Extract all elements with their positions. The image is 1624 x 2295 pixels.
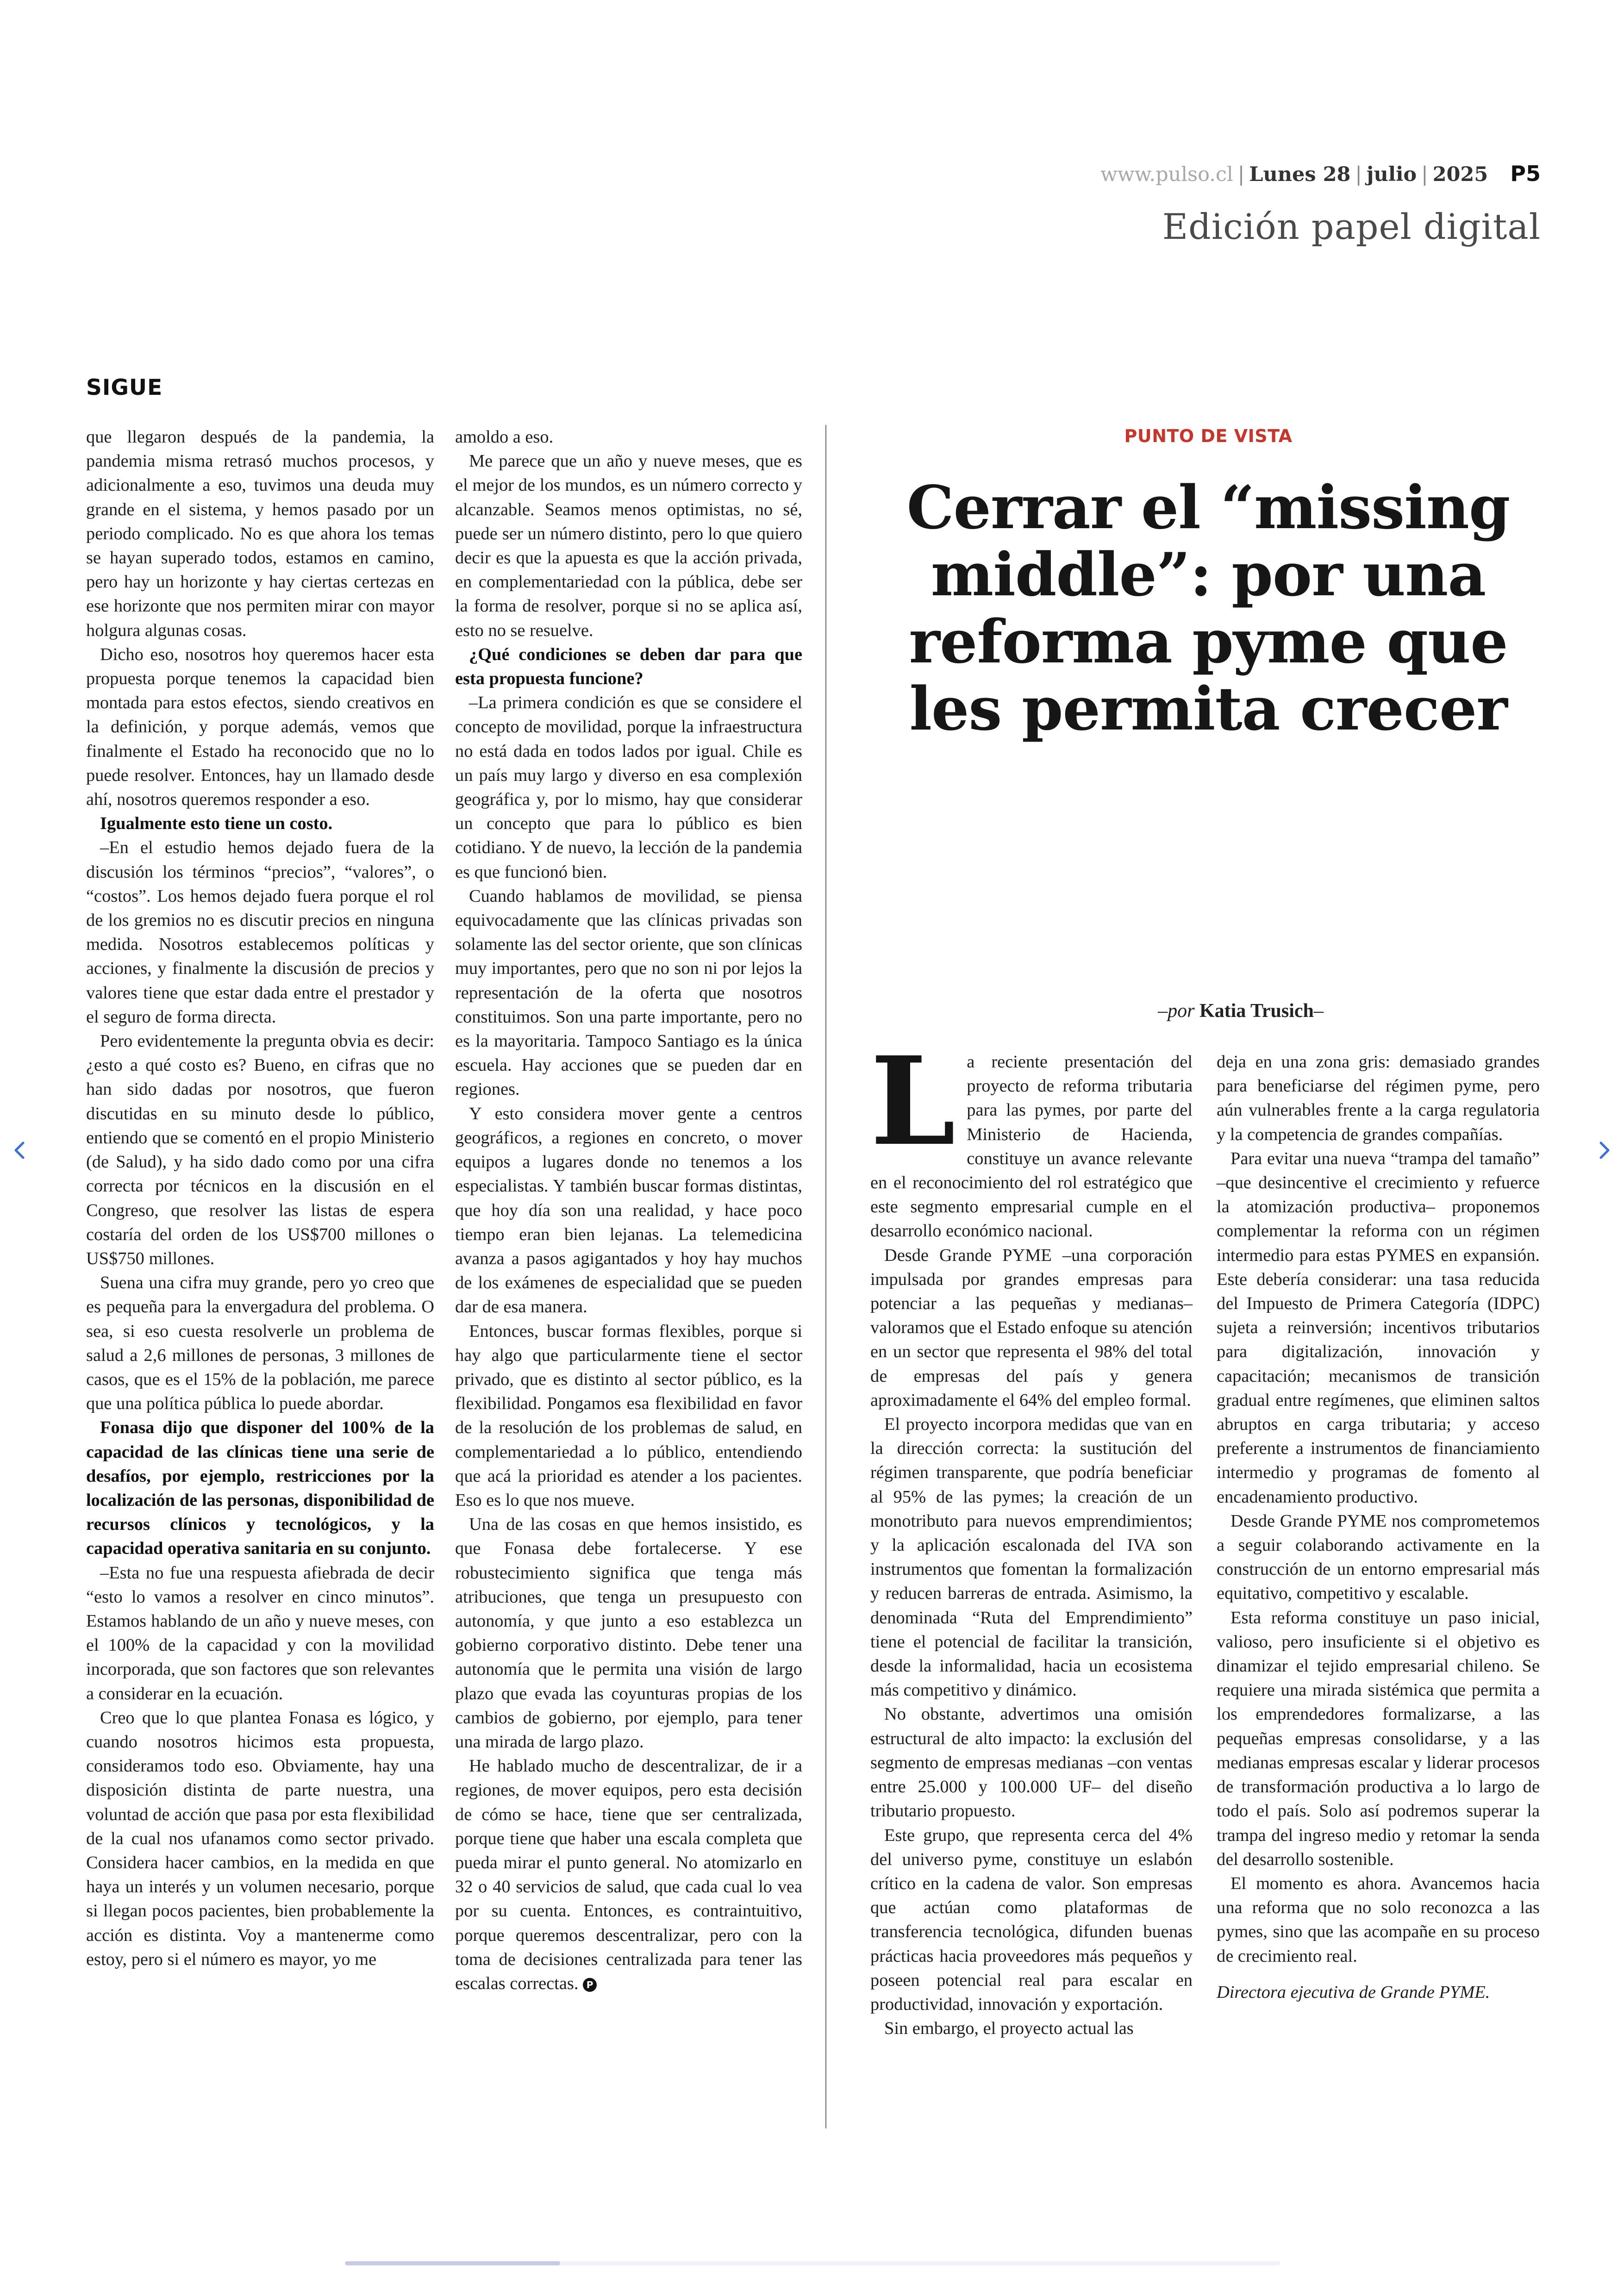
author-name: Katia Trusich: [1199, 1000, 1314, 1022]
previous-page-button[interactable]: [6, 1136, 34, 1164]
paragraph: amoldo a eso.: [455, 427, 554, 447]
paragraph: –En el estudio hemos dejado fuera de la discusión los términos “precios”, “valores”, o “costos”. Los hemos dejado fuera porque el rol de los gremios no es discutir precios en ninguna medida. Nosotros establecemos políticas y acciones, y finalmente la discusión de precios y valores tiene que estar dada entre el prestador y el seguro de forma directa.: [86, 838, 434, 1027]
paragraph: que llegaron después de la pandemia, la pandemia misma retrasó muchos procesos, y adicionalmente a eso, tuvimos una deuda muy grande en el sistema, y hemos pasado por un periodo complicado. No es que ahora los temas se hayan superado todos, estamos en camino, pero hay un horizonte y hay ciertas certezas en ese horizonte que nos permiten mirar con mayor holgura algunas cosas.: [86, 427, 434, 640]
drop-cap: L: [870, 1030, 956, 1172]
byline-suffix: –: [1313, 1000, 1324, 1022]
interview-column-1: [86, 425, 434, 1971]
paragraph-text: He hablado mucho de descentralizar, de ir a regiones, de mover equipos, pero esta decisión de cómo se hace, tiene que ser centralizada, porque tiene que haber una escala completa que pueda mirar el punto general. No atomizarlo en 32 o 40 servicios de salud, que cada cual lo vea por su cuenta. Entonces, es contraintuitivo, porque queremos descentralizar, pero con la toma de decisiones centralizada para tener las escalas correctas.: [455, 1756, 802, 1993]
paragraph: Creo que lo que plantea Fonasa es lógico, y cuando nosotros hicimos esta propuesta, consideramos todo eso. Obviamente, hay una disposición distinta de parte nuestra, una voluntad de acción que pasa por esta flexibilidad de la cual nos ufanamos como sector privado. Considera hacer cambios, en la medida en que haya un interés y un volumen necesario, porque si llegan pocos pacientes, bien probablemente la acción es distinta. Voy a mantenerme como estoy, pero si el número es mayor, yo me: [86, 1708, 434, 1969]
paragraph: [455, 1754, 802, 1996]
paragraph: El momento es ahora. Avancemos hacia una reforma que no solo reconozca a las pymes, sino que las acompañe en su proceso de crecimiento real.: [1217, 1873, 1540, 1966]
paragraph: –Esta no fue una respuesta afiebrada de decir “esto lo vamos a resolver en cinco minutos”. Estamos hablando de un año y nueve meses, con el 100% de la capacidad y con la movilidad incorporada, que son factores que son relevantes a considerar en la ecuación.: [86, 1563, 434, 1703]
page-number: P5: [1510, 161, 1541, 186]
next-page-button[interactable]: [1590, 1136, 1618, 1164]
paragraph: El proyecto incorpora medidas que van en la dirección correcta: la sustitución del régimen transparente, que podría beneficiar al 95% de las pymes; la creación de un monotributo para nuevos emprendimientos; y la aplicación escalonada del IVA son instrumentos que fomentan la formalización y reducen barreras de entrada. Asimismo, la denominada “Ruta del Emprendimiento” tiene el potencial de facilitar la transición, desde la informalidad, hacia un ecosistema más competitivo y dinámico.: [870, 1415, 1193, 1700]
paragraph: Sin embargo, el proyecto actual las: [884, 2019, 1134, 2039]
paragraph: Desde Grande PYME –una corporación impulsada por grandes empresas para potenciar a las pequeñas y medianas– valoramos que el Estado enfoque su atención en un sector que representa el 98% del total de empresas del país y genera aproximadamente el 64% del empleo formal.: [870, 1245, 1193, 1410]
scrollbar-thumb[interactable]: [345, 2261, 560, 2265]
byline-prefix: –por: [1158, 1000, 1195, 1022]
paragraph: Entonces, buscar formas flexibles, porque si hay algo que particularmente tiene el sector privado, que es distinto al sector público, es la flexibilidad. Pongamos esa flexibilidad en favor de la resolución de los problemas de salud, en complementariedad a lo público, entendiendo que acá la prioridad es atender a los pacientes. Eso es lo que nos mueve.: [455, 1321, 802, 1510]
paragraph: Suena una cifra muy grande, pero yo creo que es pequeña para la envergadura del problema. O sea, si eso cuesta resolverle un problema de salud a 2,6 millones de personas, 3 millones de casos, que es el 15% de la población, me parece que una política pública lo puede abordar.: [86, 1273, 434, 1414]
section-kicker: PUNTO DE VISTA: [1124, 426, 1293, 446]
byline: [942, 1000, 1539, 1022]
opinion-column-1: [870, 1030, 1193, 2040]
page-scrollbar[interactable]: [345, 2261, 1280, 2265]
paragraph: Para evitar una nueva “trampa del tamaño” –que desincentive el crecimiento y refuerce la atomización productiva– proponemos complementar la reforma con un régimen intermedio para estas PYMES en expansión. Este debería considerar: una tasa reducida del Impuesto de Primera Categoría (IDPC) sujeta a reinversión; incentivos tributarios para digitalización, innovación y capacitación; mecanismos de transición gradual entre regímenes, que eliminen saltos abruptos en carga tributaria; y acceso preferente a instrumentos de financiamiento intermedio y programas de fomento al encadenamiento productivo.: [1217, 1148, 1540, 1507]
chevron-right-icon: [1590, 1136, 1618, 1164]
paragraph: Cuando hablamos de movilidad, se piensa equivocadamente que las clínicas privadas son solamente las del sector oriente, que son clínicas muy importantes, pero que no son ni por lejos la representación de la oferta que nosotros constituimos. Son una parte importante, pero no es la mayoritaria. Tampoco Santiago es la única escuela. Hay acciones que se pueden dar en regiones.: [455, 886, 802, 1099]
opinion-column-2: [1217, 1050, 1540, 2004]
site-url[interactable]: www.pulso.cl: [1100, 163, 1233, 186]
column-divider: [825, 425, 826, 2128]
page-masthead: www.pulso.cl | Lunes 28 | julio | 2025 P5: [1100, 161, 1541, 186]
edition-label: Edición papel digital: [1162, 206, 1541, 247]
interview-question: Igualmente esto tiene un costo.: [100, 814, 333, 834]
interview-question: Fonasa dijo que disponer del 100% de la capacidad de las clínicas tiene una serie de desafíos, por ejemplo, restricciones por la localización de las personas, disponibilidad de recursos clínicos y tecnológicos, y la capacidad operativa sanitaria en su conjunto.: [86, 1418, 434, 1559]
paragraph: Este grupo, que representa cerca del 4% del universo pyme, constituye un eslabón crítico en la cadena de valor. Son empresas que actúan como plataformas de transferencia tecnológica, difunden buenas prácticas hacia proveedores más pequeños y poseen potencial real para escalar en productividad, innovación y exportación.: [870, 1825, 1193, 2014]
date-year: 2025: [1432, 163, 1488, 186]
interview-column-2: [455, 425, 802, 1996]
paragraph: Me parece que un año y nueve meses, que es el mejor de los mundos, es un número correcto y alcanzable. Seamos menos optimistas, no sé, puede ser un número distinto, pero lo que quiero decir es que la apuesta es que la acción privada, en complementariedad con la pública, debe ser la forma de resolver, porque si no se aplica así, esto no se resuelve.: [455, 451, 802, 640]
end-mark-icon: P: [583, 1978, 597, 1992]
paragraph: deja en una zona gris: demasiado grandes para beneficiarse del régimen pyme, pero aún vulnerables frente a la carga regulatoria y la competencia de grandes compañías.: [1217, 1052, 1540, 1144]
lead-paragraph: [870, 1030, 1193, 1243]
paragraph: No obstante, advertimos una omisión estructural de alto impacto: la exclusión del segmento de empresas medianas –con ventas entre 25.000 y 100.000 UF– del diseño tributario propuesto.: [870, 1704, 1193, 1821]
paragraph: Pero evidentemente la pregunta obvia es decir: ¿esto a qué costo es? Bueno, en cifras que no han sido dadas por nosotros, que fueron discutidas en su minuto desde lo público, entiendo que se comentó en el propio Ministerio (de Salud), y ha sido dado como por una cifra correcta por técnicos en la discusión en el Congreso, que resolver las listas de espera costaría del orden de los US$700 millones o US$750 millones.: [86, 1031, 434, 1268]
article-headline: Cerrar el “missing middle”: por una reforma pyme que les permita crecer: [906, 473, 1510, 744]
interview-question: ¿Qué condiciones se deben dar para que esta propuesta funcione?: [455, 644, 802, 689]
paragraph-text: a reciente presentación del proyecto de reforma tributaria para las pymes, por parte del Ministerio de Hacienda, constituye un avance relevante en el reconocimiento del rol estratégico que este segmento empresarial cumple en el desarrollo económico nacional.: [870, 1052, 1193, 1241]
paragraph: Una de las cosas en que hemos insistido, es que Fonasa debe fortalecerse. Y ese robustecimiento significa que tenga más atribuciones, que tenga un presupuesto con autonomía, y que junto a eso establezca un gobierno corporativo distinto. Debe tener una autonomía que le permita una visión de largo plazo que evada las coyunturas propias de los cambios de gobierno, por ejemplo, para tener una mirada de largo plazo.: [455, 1515, 802, 1752]
paragraph: Y esto considera mover gente a centros geográficos, a regiones en concreto, o mover equipos a lugares donde no tenemos a los especialistas. Y también buscar formas distintas, que hoy día son una realidad, y hace poco tiempo eran bien lejanas. La telemedicina avanza a pasos agigantados y hoy hay muchos de los exámenes de especialidad que se pueden dar de esa manera.: [455, 1104, 802, 1317]
paragraph: Desde Grande PYME nos comprometemos a seguir colaborando activamente en la construcción de un entorno empresarial más equitativo, competitivo y escalable.: [1217, 1511, 1540, 1603]
paragraph: Esta reforma constituye un paso inicial, valioso, pero insuficiente si el objetivo es dinamizar el tejido empresarial chileno. Se requiere una mirada sistémica que permita a los emprendedores formalizarse, a las pequeñas empresas consolidarse, y a las medianas empresas escalar y liderar procesos de transformación productiva a lo largo de todo el país. Solo así podremos superar la trampa del ingreso medio y retomar la senda del desarrollo sostenible.: [1217, 1608, 1540, 1869]
date-day: Lunes 28: [1249, 163, 1351, 186]
date-month: julio: [1366, 163, 1417, 186]
author-signature: Directora ejecutiva de Grande PYME.: [1217, 1982, 1490, 2002]
chevron-left-icon: [6, 1136, 34, 1164]
section-label: SIGUE: [86, 375, 163, 400]
author-portrait: [1108, 804, 1302, 999]
paragraph: –La primera condición es que se considere el concepto de movilidad, porque la infraestructura no está dada en todos lados por igual. Chile es un país muy largo y diverso en esa complexión geográfica y, por lo mismo, hay que considerar un concepto que para lo público es bien cotidiano. Y de nuevo, la lección de la pandemia es que funcionó bien.: [455, 693, 802, 882]
paragraph: Dicho eso, nosotros hoy queremos hacer esta propuesta porque tenemos la capacidad bien montada para estos efectos, siendo creativos en la definición, y porque además, vemos que finalmente el Estado ha reconocido que no lo puede resolver. Entonces, hay un llamado desde ahí, nosotros queremos responder a eso.: [86, 644, 434, 810]
